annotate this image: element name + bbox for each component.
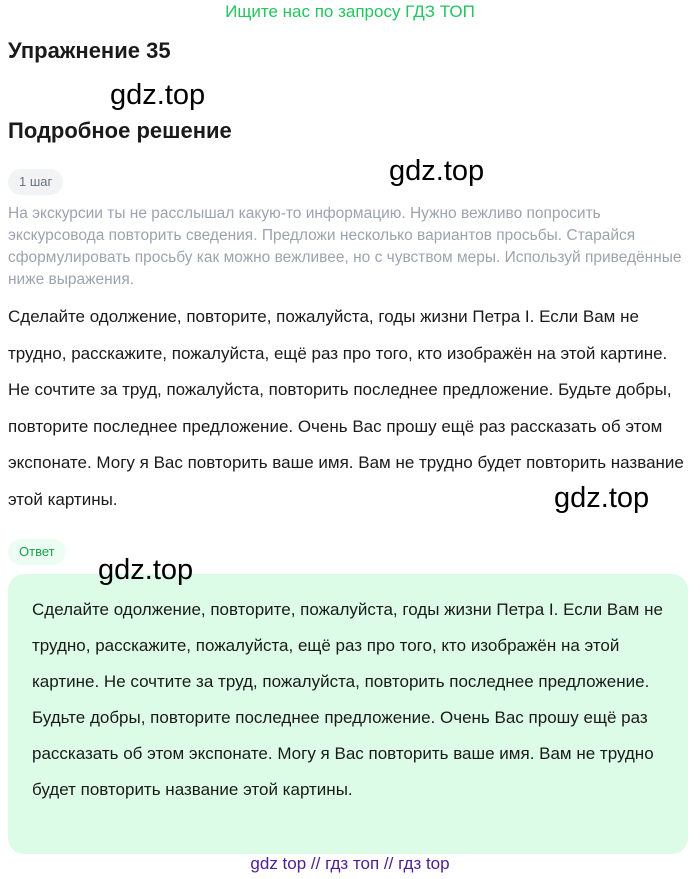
search-promo-banner: Ищите нас по запросу ГДЗ ТОП bbox=[225, 2, 475, 21]
watermark: gdz.top bbox=[98, 554, 194, 586]
answer-text: Сделайте одолжение, повторите, пожалуйста, годы жизни Петра I. Если Вам не трудно, расскажите, пожалуйста, ещё раз про того, кто изображён на этой картине. Не сочтите за труд, пожалуйста, повторить последнее предложение. Будьте добры, повторите последнее предложение. Очень Вас прошу ещё раз рассказать об этом экспонате. Могу я Вас повторить ваше имя. Вам не трудно будет повторить название этой картины. bbox=[32, 600, 663, 799]
exercise-title: Упражнение 35 bbox=[8, 38, 171, 63]
watermark: gdz.top bbox=[389, 155, 485, 187]
answer-badge: Ответ bbox=[8, 539, 66, 565]
solution-text: Сделайте одолжение, повторите, пожалуйста, годы жизни Петра I. Если Вам не трудно, расскажите, пожалуйста, ещё раз про того, кто изображён на этой картине. Не сочтите за труд, пожалуйста, повторить последнее предложение. Будьте добры, повторите последнее предложение. Очень Вас прошу ещё раз рассказать об этом экспонате. Могу я Вас повторить ваше имя. Вам не трудно будет повторить название этой картины. bbox=[8, 307, 684, 509]
footer-links[interactable]: gdz top // гдз топ // гдз top bbox=[250, 854, 450, 873]
step-hint-text: На экскурсии ты не расслышал какую-то информацию. Нужно вежливо попросить экскурсовода повторить сведения. Предложи несколько вариантов просьбы. Старайся сформулировать просьбу как можно вежливее, но с чувством меры. Используй приведённые ниже выражения. bbox=[8, 205, 682, 288]
answer-box bbox=[8, 574, 688, 854]
watermark: gdz.top bbox=[110, 79, 206, 111]
watermark: gdz.top bbox=[554, 482, 650, 514]
detailed-solution-heading: Подробное решение bbox=[8, 118, 232, 143]
step-badge: 1 шаг bbox=[8, 169, 63, 195]
